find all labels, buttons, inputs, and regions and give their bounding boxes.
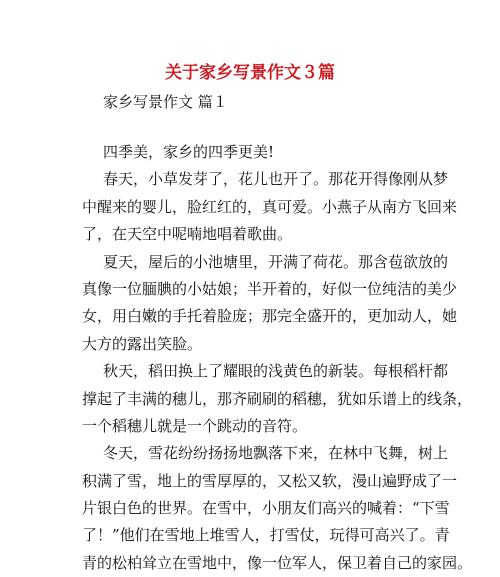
paragraph-line: 积满了雪，地上的雪厚厚的，又松又软，漫山遍野成了一 <box>82 471 458 490</box>
paragraph-line: 冬天，雪花纷纷扬扬地飘落下来，在林中飞舞，树上 <box>103 444 449 463</box>
paragraph-line: 夏天，屋后的小池塘里，开满了荷花。那含苞欲放的 <box>103 252 449 271</box>
document-title: 关于家乡写景作文３篇 <box>165 63 335 83</box>
paragraph-line: 一个稻穗儿就是一个跳动的音符。 <box>82 416 308 435</box>
paragraph-line: 秋天，稻田换上了耀眼的浅黄色的新装。每根稻杆都 <box>103 362 449 381</box>
paragraph-line: 中醒来的婴儿，脸红红的，真可爱。小燕子从南方飞回来 <box>82 197 458 216</box>
paragraph-line: 撑起了丰满的穗儿，那齐刷刷的稻穗，犹如乐谱上的线条， <box>82 389 473 408</box>
paragraph-line: 了！”他们在雪地上堆雪人，打雪仗，玩得可高兴了。青 <box>82 526 450 545</box>
paragraph-line: 真像一位腼腆的小姑娘；半开着的，好似一位纯洁的美少 <box>82 279 458 298</box>
paragraph-line: 片银白色的世界。在雪中，小朋友们高兴的喊着：“下雪 <box>82 499 450 518</box>
section-heading: 家乡写景作文 篇１ <box>103 93 228 111</box>
paragraph-line: 了，在天空中呢喃地唱着歌曲。 <box>82 225 293 244</box>
paragraph-line: 春天，小草发芽了，花儿也开了。那花开得像刚从梦 <box>103 170 449 189</box>
paragraph-line: 青的松柏耸立在雪地中，像一位军人，保卫着自己的家园。 <box>82 553 473 572</box>
paragraph-line: 女，用白嫩的手托着脸庞；那完全盛开的，更加动人，她 <box>82 307 458 326</box>
paragraph-line: 四季美，家乡的四季更美! <box>103 143 275 161</box>
paragraph-line: 大方的露出笑脸。 <box>82 334 203 353</box>
body-text <box>82 139 473 577</box>
